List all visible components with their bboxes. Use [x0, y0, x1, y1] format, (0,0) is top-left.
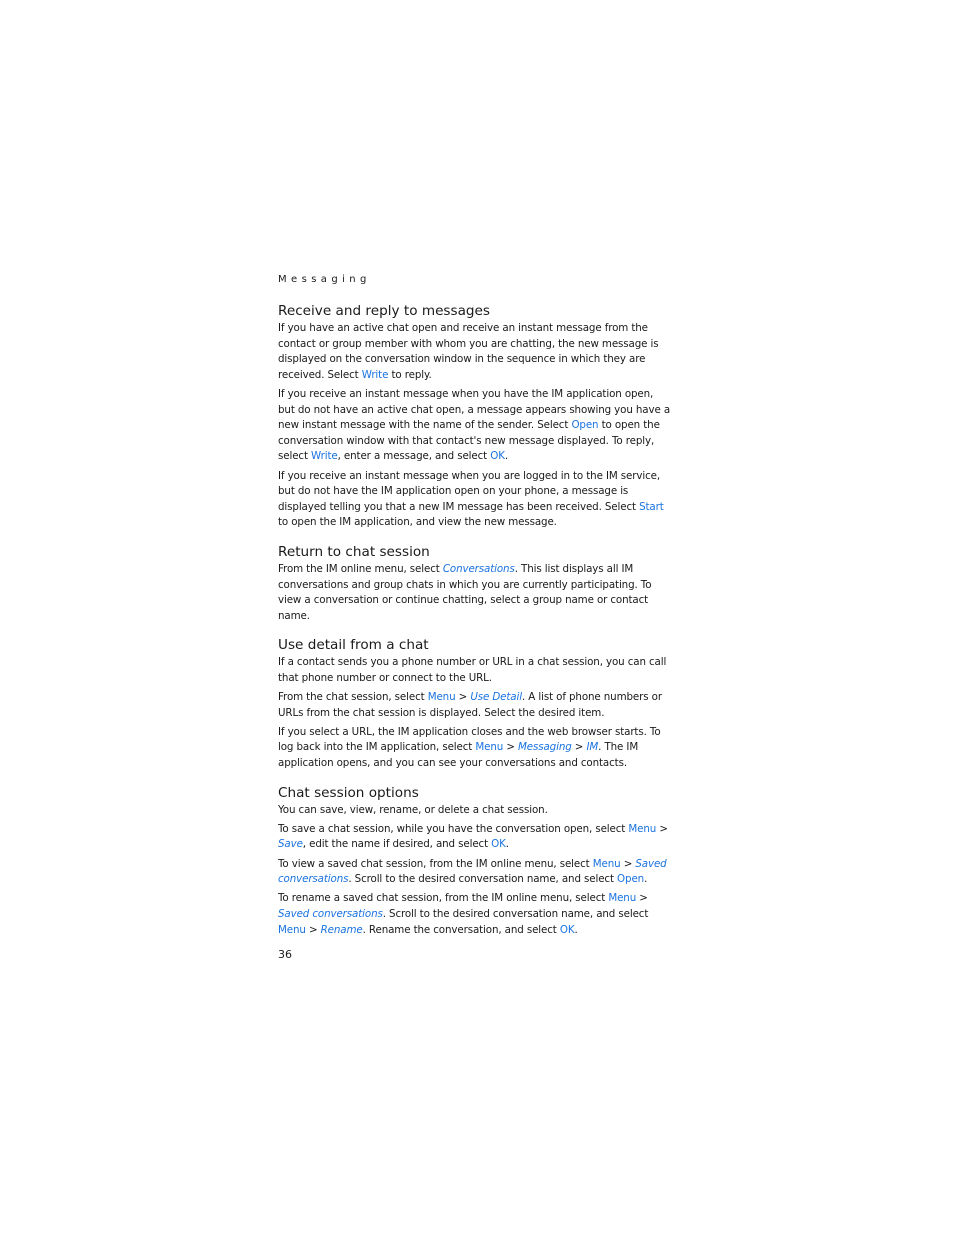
menu-keyword: Menu [475, 741, 504, 754]
menu-option: Saved conversations [278, 857, 667, 886]
text-run: , enter a message, and select [337, 450, 491, 463]
text-run: . [644, 873, 648, 886]
text-run: > [571, 741, 587, 754]
section [278, 302, 670, 531]
paragraph [278, 891, 670, 938]
section-heading: Return to chat session [278, 543, 430, 560]
text-run: > [620, 857, 636, 870]
text-run: > [503, 741, 518, 754]
text-run: To save a chat session, while you have the conversation open, select [278, 822, 629, 835]
paragraph [278, 469, 670, 531]
text-run: If you receive an instant message when you are logged in to the IM service, but do not have the IM application open on your phone, a message is displayed telling you that a new IM message has been received. Select [278, 469, 660, 513]
paragraph [278, 690, 670, 721]
text-run: > [656, 822, 668, 835]
menu-keyword: OK [490, 450, 505, 463]
text-run: . The IM application opens, and you can see your conversations and contacts. [278, 741, 639, 770]
text-run: . This list displays all IM conversations and group chats in which you are currently participating. To view a conversation or continue chatting, select a group name or contact name. [278, 562, 652, 622]
text-run: If a contact sends you a phone number or URL in a chat session, you can call that phone number or connect to the URL. [278, 656, 667, 684]
paragraph [278, 725, 670, 772]
page-number: 36 [278, 948, 292, 961]
text-run: to open the IM application, and view the new message. [278, 516, 557, 529]
section-heading: Chat session options [278, 784, 419, 801]
text-run: . Rename the conversation, and select [362, 923, 560, 936]
paragraph [278, 655, 670, 686]
text-run: . [505, 838, 509, 851]
menu-keyword: OK [559, 923, 575, 936]
paragraph [278, 822, 670, 853]
menu-option: Conversations [442, 562, 515, 575]
text-run: If you select a URL, the IM application closes and the web browser starts. To log back into the IM application, select [278, 725, 661, 754]
menu-keyword: Menu [427, 691, 456, 704]
paragraph [278, 562, 670, 624]
page-content [278, 272, 670, 950]
text-run: . Scroll to the desired conversation name, and select [348, 873, 618, 886]
text-run: . [574, 923, 578, 936]
text-run: to reply. [388, 368, 432, 381]
menu-keyword: Write [361, 368, 389, 381]
menu-keyword: Menu [608, 892, 637, 905]
menu-option: Saved conversations [278, 907, 383, 920]
menu-keyword: Open [571, 419, 599, 432]
section-heading: Receive and reply to messages [278, 303, 491, 319]
text-run: > [305, 923, 321, 936]
text-run: If you receive an instant message when you have the IM application open, but do not have an active chat open, a message appears showing you have a new instant message with the name of the sender. Select [278, 387, 671, 432]
text-run: . Scroll to the desired conversation name, and select [382, 907, 649, 920]
menu-keyword: Menu [592, 857, 621, 870]
paragraph [278, 321, 670, 383]
text-run: > [455, 691, 471, 704]
menu-keyword: Menu [278, 923, 306, 936]
menu-option: Rename [320, 923, 363, 936]
text-run: to open the conversation window with that contact's new message displayed. To reply, select [278, 419, 660, 463]
text-run: From the chat session, select [278, 691, 428, 704]
menu-option: Save [278, 838, 303, 851]
menu-keyword: Write [311, 450, 338, 463]
menu-keyword: OK [491, 838, 506, 851]
section [278, 636, 670, 771]
menu-keyword: Start [639, 500, 664, 513]
text-run: To rename a saved chat session, from the IM online menu, select [278, 892, 609, 905]
text-run: From the IM online menu, select [278, 562, 443, 575]
sections-container [278, 302, 670, 938]
paragraph [278, 857, 670, 888]
section [278, 784, 670, 939]
paragraph [278, 387, 670, 465]
menu-option: IM [586, 741, 599, 754]
section [278, 543, 670, 624]
paragraph [278, 803, 670, 819]
text-run: > [636, 892, 648, 905]
section-heading: Use detail from a chat [278, 637, 429, 654]
text-run: You can save, view, rename, or delete a chat session. [278, 803, 548, 816]
text-run: To view a saved chat session, from the IM online menu, select [278, 857, 593, 870]
menu-option: Use Detail [470, 691, 522, 704]
text-run: . A list of phone numbers or URLs from the chat session is displayed. Select the desired item. [278, 691, 662, 719]
menu-option: Messaging [518, 741, 572, 754]
menu-keyword: Open [617, 873, 645, 886]
text-run: If you have an active chat open and receive an instant message from the contact or group member with whom you are chatting, the new message is displayed on the conversation window in the sequence in which they are received. Select [278, 322, 659, 381]
menu-keyword: Menu [628, 822, 657, 835]
text-run: . [504, 450, 509, 463]
text-run: , edit the name if desired, and select [302, 838, 492, 851]
running-header: Messaging [278, 274, 371, 285]
